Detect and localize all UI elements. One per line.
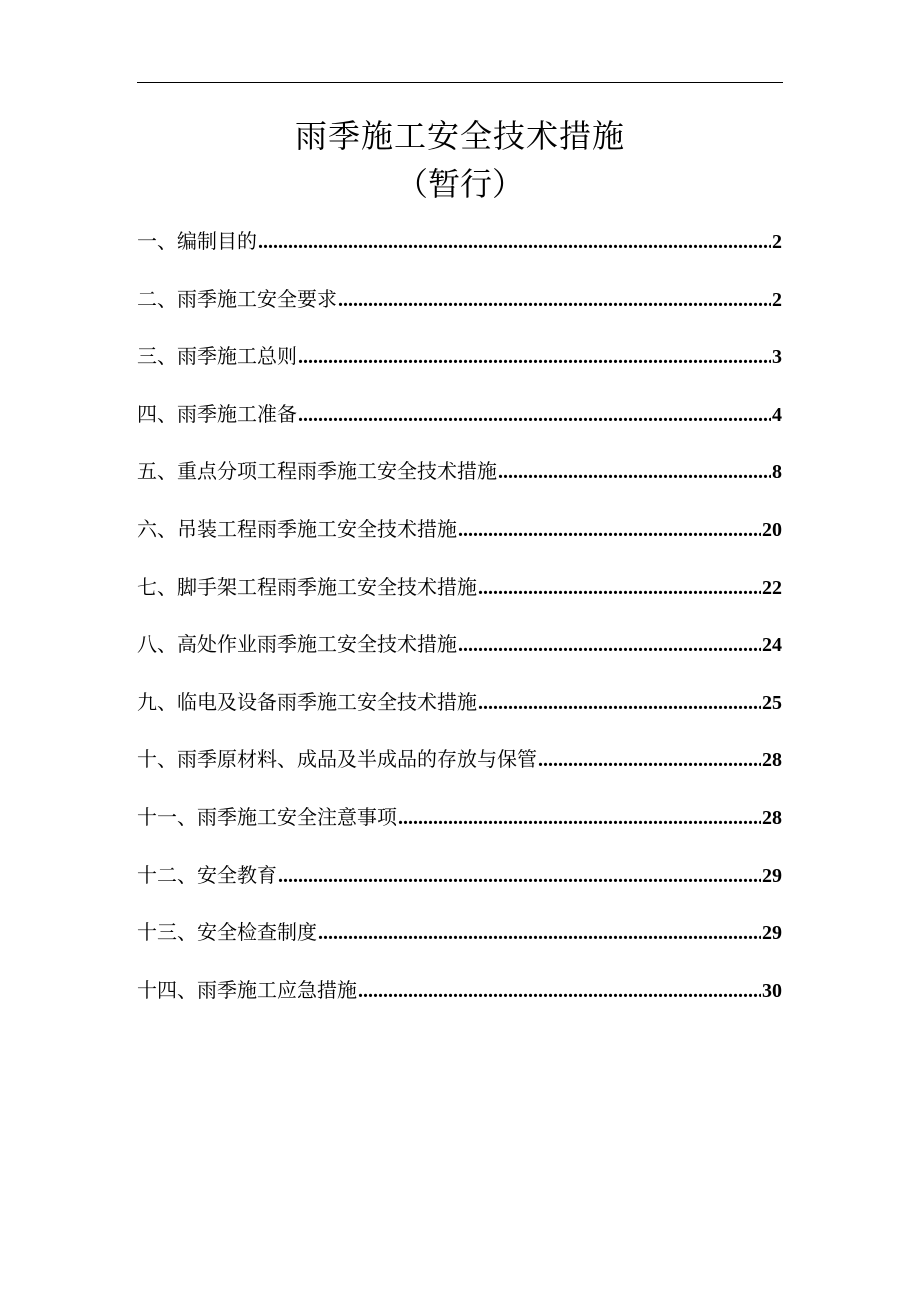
table-of-contents [137, 226, 782, 1032]
toc-entry[interactable] [137, 284, 782, 342]
toc-entry[interactable] [137, 802, 782, 860]
toc-dot-leader [538, 745, 761, 775]
toc-page-number: 29 [762, 864, 782, 887]
toc-entry[interactable] [137, 629, 782, 687]
toc-dot-leader [298, 342, 771, 372]
toc-dot-leader [258, 227, 771, 257]
toc-dot-leader [458, 630, 761, 660]
toc-dot-leader [298, 400, 771, 430]
toc-dot-leader [318, 918, 761, 948]
toc-dot-leader [478, 573, 761, 603]
toc-dot-leader [358, 976, 761, 1006]
toc-entry-label: 八、高处作业雨季施工安全技术措施 [137, 632, 457, 657]
toc-page-number: 22 [762, 576, 782, 599]
toc-entry-label: 十、雨季原材料、成品及半成品的存放与保管 [137, 747, 537, 772]
toc-page-number: 4 [772, 403, 782, 426]
toc-entry-label: 十二、安全教育 [137, 862, 277, 887]
toc-entry[interactable] [137, 456, 782, 514]
toc-entry[interactable] [137, 399, 782, 457]
toc-page-number: 2 [772, 288, 782, 311]
document-subtitle: （暂行） [395, 165, 524, 203]
toc-entry-label: 九、临电及设备雨季施工安全技术措施 [137, 689, 477, 714]
toc-entry[interactable] [137, 917, 782, 975]
toc-page-number: 20 [762, 518, 782, 541]
document-title: 雨季施工安全技术措施 [294, 117, 625, 155]
toc-entry-label: 十一、雨季施工安全注意事项 [137, 804, 397, 829]
toc-entry-label: 五、重点分项工程雨季施工安全技术措施 [137, 459, 497, 484]
toc-page-number: 25 [762, 691, 782, 714]
toc-page-number: 30 [762, 979, 782, 1002]
toc-entry[interactable] [137, 341, 782, 399]
toc-dot-leader [398, 803, 761, 833]
toc-entry[interactable] [137, 860, 782, 918]
toc-dot-leader [498, 457, 771, 487]
toc-entry[interactable] [137, 687, 782, 745]
toc-entry-label: 七、脚手架工程雨季施工安全技术措施 [137, 574, 477, 599]
header-rule [137, 82, 783, 83]
toc-dot-leader [338, 285, 771, 315]
toc-dot-leader [458, 515, 761, 545]
toc-page-number: 29 [762, 922, 782, 945]
toc-entry[interactable] [137, 572, 782, 630]
toc-page-number: 28 [762, 806, 782, 829]
toc-entry-label: 三、雨季施工总则 [137, 344, 297, 369]
toc-dot-leader [278, 861, 761, 891]
toc-entry[interactable] [137, 744, 782, 802]
toc-page-number: 24 [762, 634, 782, 657]
toc-page-number: 28 [762, 749, 782, 772]
toc-entry[interactable] [137, 226, 782, 284]
toc-entry[interactable] [137, 975, 782, 1033]
toc-entry-label: 一、编制目的 [137, 229, 257, 253]
toc-page-number: 8 [772, 461, 782, 484]
toc-entry-label: 二、雨季施工安全要求 [137, 286, 337, 311]
toc-dot-leader [478, 688, 761, 718]
toc-entry-label: 六、吊装工程雨季施工安全技术措施 [137, 516, 457, 541]
toc-page-number: 3 [772, 346, 782, 369]
toc-entry-label: 十三、安全检查制度 [137, 920, 317, 945]
toc-page-number: 2 [772, 231, 782, 253]
toc-entry-label: 十四、雨季施工应急措施 [137, 977, 357, 1002]
toc-entry-label: 四、雨季施工准备 [137, 401, 297, 426]
toc-entry[interactable] [137, 514, 782, 572]
